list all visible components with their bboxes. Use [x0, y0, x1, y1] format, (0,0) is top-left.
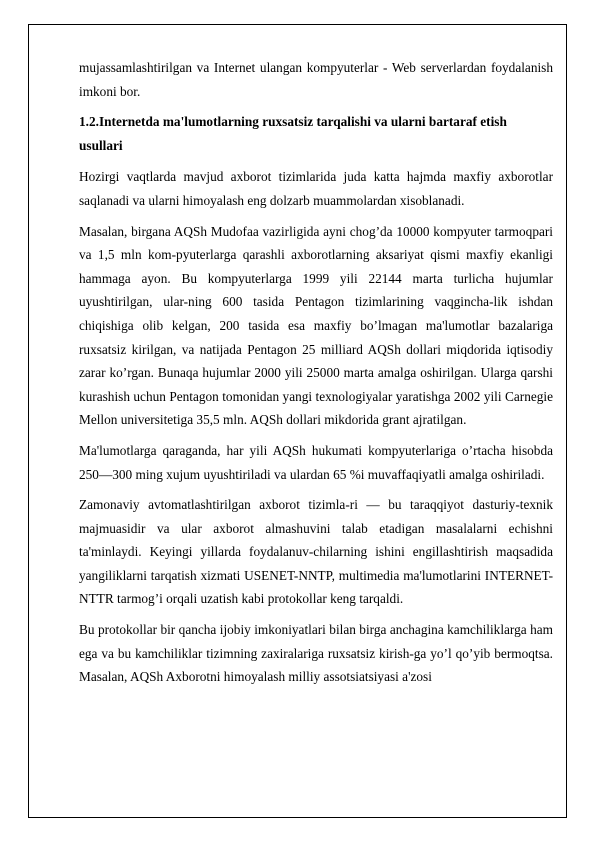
document-body [79, 56, 553, 696]
paragraph: Masalan, birgana AQSh Mudofaa vazirligida ayni chog’da 10000 kompyuter tarmoqpari va 1,5 mln kom-pyuterlarga qarashli axborotlarning aksariyat qismi maxfiy ekanligi hammaga ayon. Bu kompyuterlarga 1999 yili 22144 marta turlicha hujumlar uyushtirilgan, ular-ning 600 tasida Pentagon tizimlarining vaqgincha-lik ishdan chiqishiga olib kelgan, 200 tasida esa maxfiy bo’lmagan ma'lumotlar bazalariga ruxsatsiz kirilgan, va natijada Pentagon 25 milliard AQSh dollari miqdorida iqtisodiy zarar ko’rgan. Bunaqa hujumlar 2000 yili 25000 marta amalga oshirilgan. Ularga qarshi kurashish uchun Pentagon tomonidan yangi texnologiyalar yaratishga 2002 yili Carnegie Mellon universitetiga 35,5 mln. AQSh dollari mikdorida grant ajratilgan. [79, 223, 553, 428]
paragraph: Bu protokollar bir qancha ijobiy imkoniyatlari bilan birga anchagina kamchiliklarga ham ega va bu kamchiliklar tizimning zaxiralariga ruxsatsiz kirish-ga yo’l qo’yib bermoqtsa. Masalan, AQSh Axborotni himoyalash milliy assotsiatsiyasi a'zosi [79, 622, 553, 685]
section-heading: 1.2.Internetda ma'lumotlarning ruxsatsiz tarqalishi va ularni bartaraf etish usullari [79, 114, 507, 153]
intro-paragraph: mujassamlashtirilgan va Internet ulangan kompyuterlar - Web serverlardan foydalanish imkoni bor. [79, 60, 553, 99]
paragraph: Zamonaviy avtomatlashtirilgan axborot tizimla-ri — bu taraqqiyot dasturiy-texnik majmuasidir va ular axborot almashuvini talab etadigan masalalarni echishni ta'minlaydi. Keyingi yillarda foydalanuv-chilarning ishini engillashtirish maqsadida yangiliklarni tarqatish xizmati USENET-NNTP, multimedia ma'lumotlarini INTERNET-NTTR tarmog’i orqali uzatish kabi protokollar keng tarqaldi. [79, 497, 553, 607]
paragraph: Hozirgi vaqtlarda mavjud axborot tizimlarida juda katta hajmda maxfiy axborotlar saqlanadi va ularni himoyalash eng dolzarb muammolardan xisoblanadi. [79, 169, 553, 208]
paragraph: Ma'lumotlarga qaraganda, har yili AQSh hukumati kompyuterlariga o’rtacha hisobda 250—300 ming xujum uyushtiriladi va ulardan 65 %i muvaffaqiyatli amalga oshiriladi. [79, 442, 553, 482]
